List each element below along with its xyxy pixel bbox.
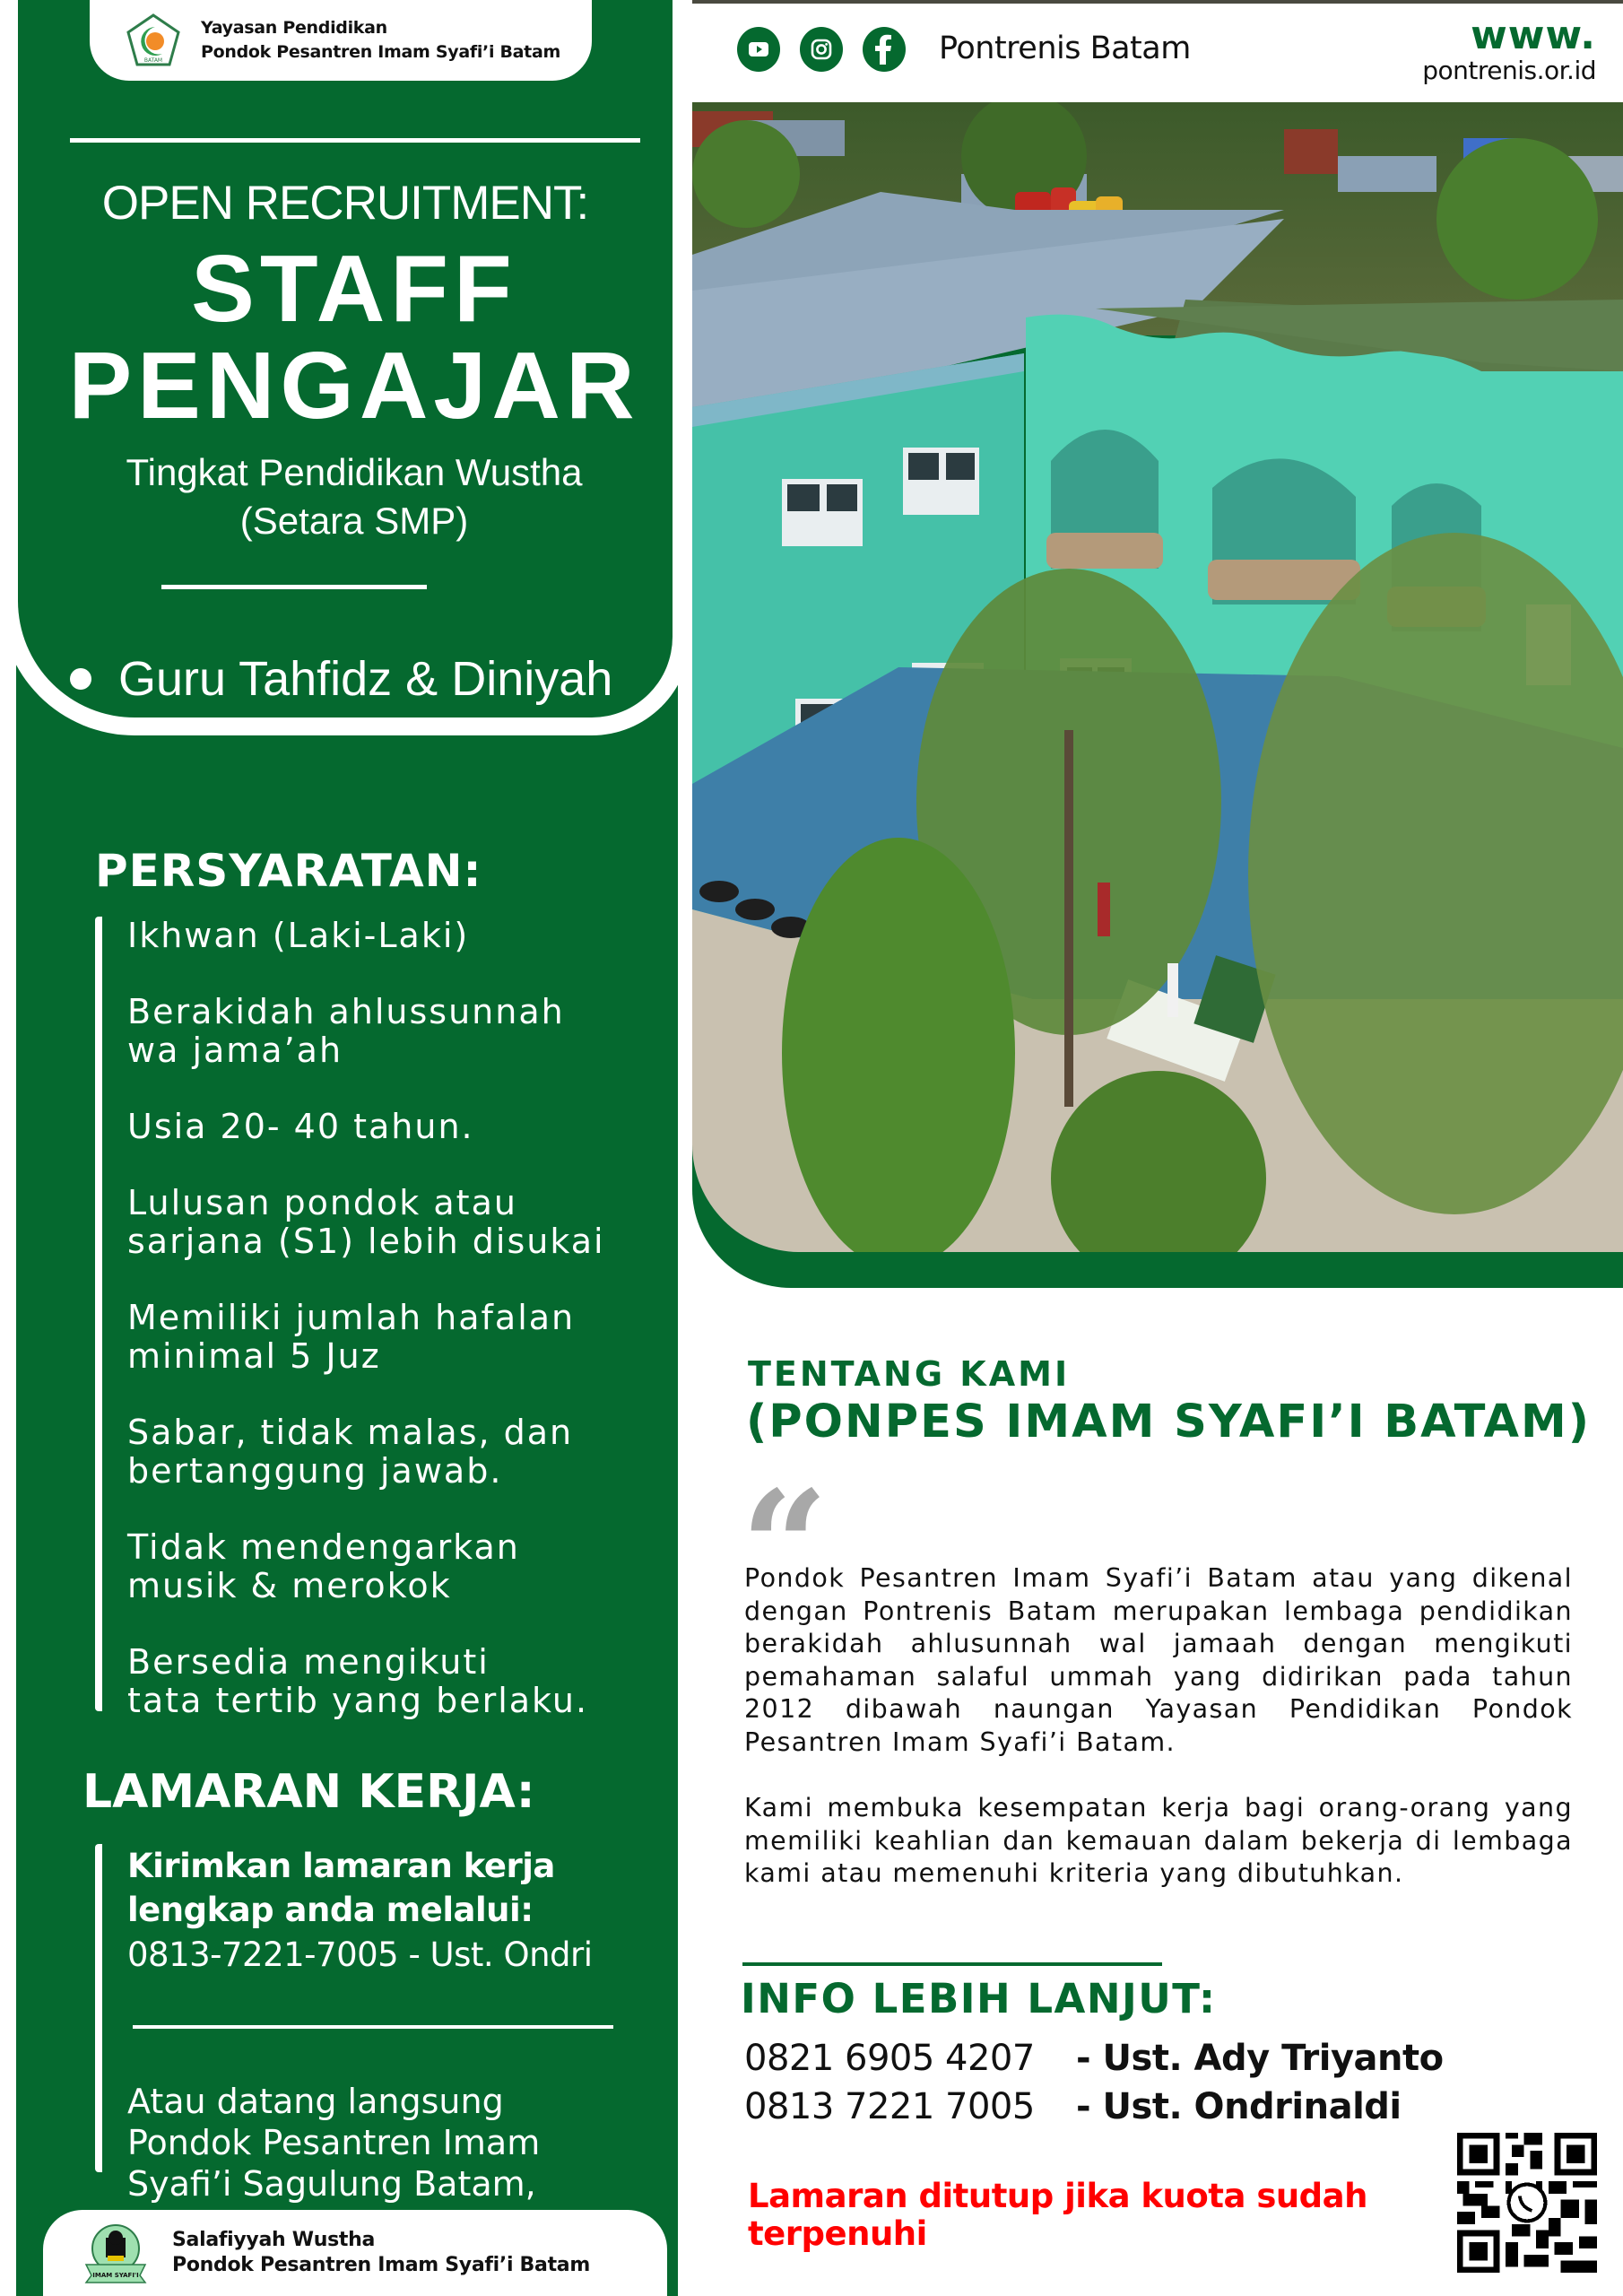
requirement-text: tata tertib yang berlaku. (127, 1681, 589, 1720)
requirement-text: Berakidah ahlussunnah (127, 992, 565, 1031)
position-label: Guru Tahfidz & Diniyah (118, 652, 613, 706)
requirement-item (127, 1184, 669, 1261)
quote-mark-icon: “ (741, 1457, 829, 1637)
education-level (0, 448, 708, 545)
closing-notice (748, 2178, 1429, 2253)
about-kicker: TENTANG KAMI (748, 1354, 1071, 1394)
youtube-icon[interactable] (737, 27, 780, 72)
salafiyyah-wustha-logo-icon (82, 2222, 149, 2284)
requirement-item (127, 917, 669, 955)
education-level-line1: Tingkat Pendidikan Wustha (126, 451, 583, 493)
footer-logo-line1: Salafiyyah Wustha (172, 2229, 375, 2251)
requirement-text: Sabar, tidak malas, dan (127, 1413, 574, 1452)
facebook-icon[interactable] (863, 27, 906, 72)
campus-aerial-photo (692, 102, 1623, 1252)
contact-row (744, 2038, 1444, 2079)
contact-name: - Ust. Ady Triyanto (1076, 2038, 1444, 2079)
requirement-item (127, 1299, 669, 1376)
requirement-text: Lulusan pondok atau (127, 1183, 517, 1222)
social-bar (692, 4, 1623, 102)
header-logo-badge (90, 0, 592, 81)
bullet-icon (70, 668, 91, 690)
job-title-line2: PENGAJAR (68, 333, 640, 439)
contact-phone[interactable]: 0821 6905 4207 (744, 2038, 1035, 2079)
footer-logo-line2: Pondok Pesantren Imam Syafi’i Batam (172, 2254, 590, 2276)
closing-notice-line2: terpenuhi (748, 2214, 927, 2253)
about-paragraph-2: Kami membuka kesempatan kerja bagi orang-orang yang memiliki keahlian dan kemauan dalam bekerja di lembaga kami atau memenuhi kriteria yang dibutuhkan. (744, 1793, 1573, 1888)
footer-logo-badge (43, 2210, 667, 2296)
position-list-item (70, 651, 612, 707)
application-divider (133, 2025, 613, 2029)
campus-photo-frame (692, 102, 1623, 1288)
website-domain[interactable]: pontrenis.or.id (1422, 56, 1596, 85)
visit-line2: Pondok Pesantren Imam (127, 2123, 541, 2162)
yayasan-pentagon-logo-icon (126, 13, 181, 68)
requirements-list (95, 916, 669, 1720)
application-title: LAMARAN KERJA: (82, 1765, 535, 1819)
header-logo-line1: Yayasan Pendidikan (201, 18, 387, 38)
education-level-line2: (Setara SMP) (239, 500, 469, 542)
application-instruction-line2: lengkap anda melalui: (127, 1891, 534, 1929)
requirement-text: Ikhwan (Laki-Laki) (127, 916, 470, 955)
info-title: INFO LEBIH LANJUT: (741, 1975, 1217, 2022)
svg-text:IMAM SYAFI'I: IMAM SYAFI'I (92, 2272, 139, 2279)
requirement-item (127, 1528, 669, 1605)
divider-mid (161, 585, 427, 589)
requirement-text: Memiliki jumlah hafalan (127, 1298, 576, 1337)
contact-row (744, 2086, 1402, 2127)
requirement-text: sarjana (S1) lebih disukai (127, 1222, 605, 1261)
visit-line1: Atau datang langsung (127, 2082, 504, 2121)
requirement-text: minimal 5 Juz (127, 1336, 381, 1376)
job-title (0, 236, 708, 439)
requirement-item (127, 1643, 669, 1720)
requirement-item (127, 993, 669, 1070)
requirement-text: musik & merokok (127, 1566, 452, 1605)
requirement-item (127, 1108, 669, 1146)
requirement-text: bertanggung jawab. (127, 1451, 503, 1491)
social-handle[interactable]: Pontrenis Batam (939, 30, 1191, 66)
contact-name: - Ust. Ondrinaldi (1076, 2086, 1402, 2127)
whatsapp-qr-code-icon[interactable] (1451, 2124, 1603, 2282)
requirement-item (127, 1413, 669, 1491)
job-title-line1: STAFF (191, 236, 517, 342)
header-logo-line2: Pondok Pesantren Imam Syafi’i Batam (201, 42, 560, 62)
requirements-title: PERSYARATAN: (95, 845, 482, 897)
requirement-text: Usia 20- 40 tahun. (127, 1107, 474, 1146)
application-instruction-line1: Kirimkan lamaran kerja (127, 1847, 555, 1885)
requirement-text: Tidak mendengarkan (127, 1527, 520, 1567)
application-block (95, 1844, 669, 2204)
application-phone[interactable]: 0813-7221-7005 - Ust. Ondri (127, 1935, 593, 1974)
website-prefix: www. (1471, 13, 1596, 58)
about-title: (PONPES IMAM SYAFI’I BATAM) (746, 1396, 1592, 1448)
contact-phone[interactable]: 0813 7221 7005 (744, 2086, 1035, 2127)
recruitment-kicker: OPEN RECRUITMENT: (101, 177, 589, 230)
instagram-icon[interactable] (800, 27, 843, 72)
about-paragraph-1: Pondok Pesantren Imam Syafi’i Batam atau yang dikenal dengan Pontrenis Batam merupakan lembaga pendidikan berakidah ahlusunnah wal jamaah dengan mengikuti pemahaman salaful ummah yang didirikan pada tahun 2012 dibawah naungan Yayasan Pendidikan Pondok Pesantren Imam Syafi’i Batam. (744, 1563, 1573, 1757)
requirement-text: Bersedia mengikuti (127, 1642, 490, 1682)
closing-notice-line1: Lamaran ditutup jika kuota sudah (748, 2177, 1367, 2215)
divider-top (70, 138, 640, 143)
requirement-text: wa jama’ah (127, 1031, 343, 1070)
info-divider (742, 1962, 1162, 1966)
visit-line3: Syafi’i Sagulung Batam, (127, 2164, 536, 2204)
svg-text:BATAM: BATAM (143, 57, 163, 64)
